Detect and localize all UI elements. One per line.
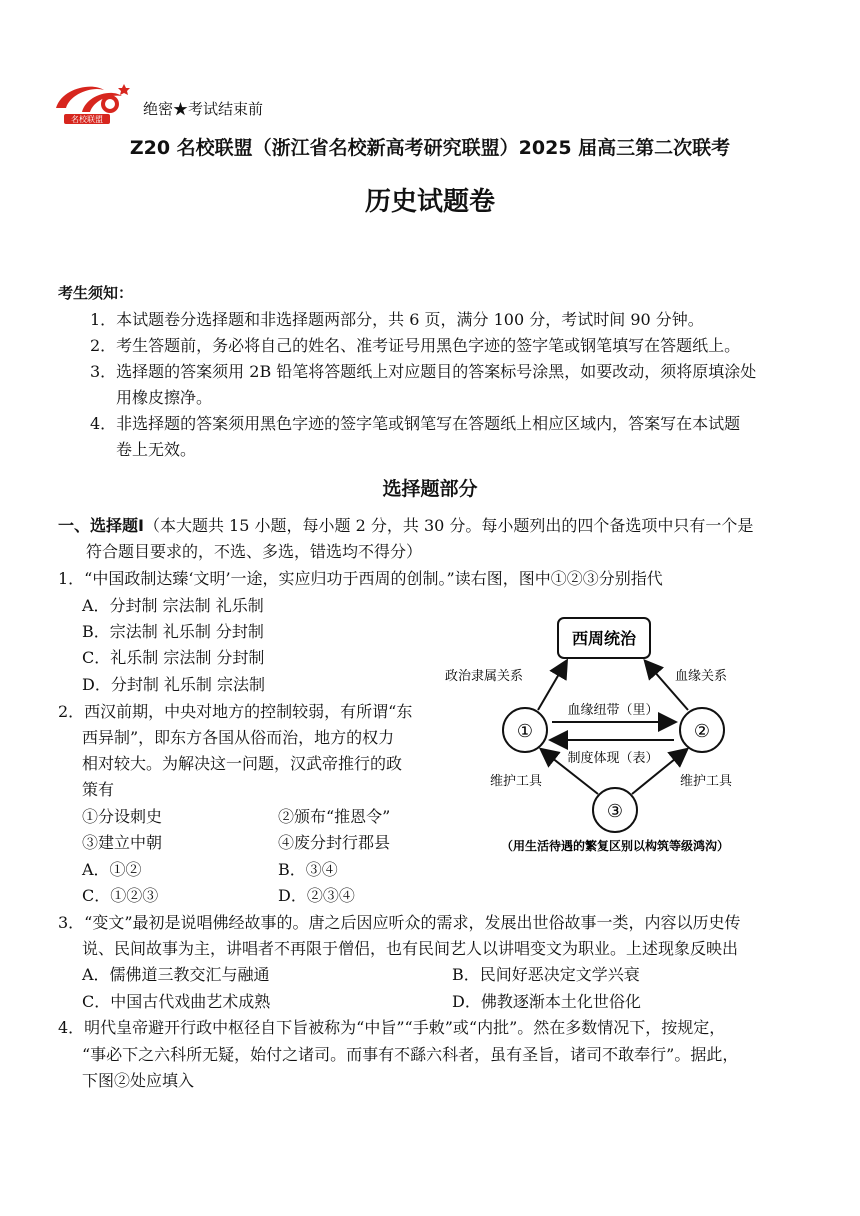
q2-item-3: ③建立中朝 — [82, 833, 163, 852]
q4-stem-line: 4．明代皇帝避开行政中枢径自下旨被称为“中旨”“手敕”或“内批”。然在多数情况下，按规定， — [58, 1018, 726, 1037]
q3-stem-line: 3．“变文”最初是说唱佛经故事的。唐之后因应听众的需求，发展出世俗故事一类，内容以历史传 — [58, 913, 741, 932]
section-title: 选择题部分 — [382, 478, 478, 500]
q3-option-c: C．中国古代戏曲艺术成熟 — [82, 992, 271, 1011]
q2-stem-line: 相对较大。为解决这一问题，汉武帝推行的政 — [82, 754, 403, 773]
q4-stem-line: 下图②处应填入 — [82, 1071, 195, 1090]
notice-line: 4．非选择题的答案须用黑色字迹的签字笔或钢笔写在答题纸上相应区域内，答案写在本试题 — [90, 414, 741, 433]
logo-text: 名校联盟 — [71, 115, 103, 124]
top-box-label: 西周统治 — [571, 629, 637, 648]
node-1-label: ① — [516, 721, 534, 742]
notice-heading: 考生须知： — [58, 284, 134, 302]
part-label: 一、选择题Ⅰ — [58, 516, 144, 535]
q1-stem: 1．“中国政制达臻‘文明’一途，实应归功于西周的创制。”读右图，图中①②③分别指代 — [58, 569, 663, 588]
q4-stem-line: “事必下之六科所无疑，始付之诸司。而事有不繇六科者，虽有圣旨，诸司不敢奉行”。据此， — [82, 1045, 739, 1064]
arrow-1-top — [538, 662, 566, 710]
exam-title: Z20 名校联盟（浙江省名校新高考研究联盟）2025 届高三第二次联考 — [129, 137, 731, 159]
left-edge-label: 政治隶属关系 — [445, 669, 524, 684]
node-3-label: ③ — [606, 801, 624, 822]
q1-option-a: A．分封制 宗法制 礼乐制 — [82, 596, 264, 615]
left-tool-label: 维护工具 — [490, 774, 543, 789]
part-desc-cont: 符合题目要求的，不选、多选，错选均不得分） — [86, 542, 423, 561]
notice-line: 2．考生答题前，务必将自己的姓名、准考证号用黑色字迹的签字笔或钢笔填写在答题纸上。 — [90, 336, 741, 355]
arrow-bottom-label: 制度体现（表） — [567, 751, 659, 766]
notice-line: 1．本试题卷分选择题和非选择题两部分，共 6 页，满分 100 分，考试时间 90 分钟。 — [90, 310, 704, 329]
q2-option-b: B．③④ — [278, 860, 338, 879]
q2-option-d: D．②③④ — [278, 886, 355, 905]
q2-item-1: ①分设刺史 — [82, 807, 163, 826]
q2-option-a: A．①② — [82, 860, 142, 879]
notice-line: 用橡皮擦净。 — [116, 388, 213, 407]
q3-stem-line: 说、民间故事为主，讲唱者不再限于僧侣，也有民间艺人以讲唱变文为职业。上述现象反映出 — [82, 939, 739, 958]
alliance-logo — [52, 78, 138, 126]
notice-line: 卷上无效。 — [116, 440, 197, 459]
paper-title: 历史试题卷 — [364, 187, 495, 217]
secret-label: 绝密★考试结束前 — [143, 100, 264, 118]
part-header — [58, 512, 753, 539]
q3-option-b: B．民间好恶决定文学兴衰 — [452, 965, 640, 984]
notice-line: 3．选择题的答案须用 2B 铅笔将答题纸上对应题目的答案标号涂黑，如要改动，须将原填涂处 — [90, 362, 757, 381]
q2-option-c: C．①②③ — [82, 886, 159, 905]
q3-option-a: A．儒佛道三教交汇与融通 — [82, 965, 270, 984]
q2-stem-line: 2．西汉前期，中央对地方的控制较弱，有所谓“东 — [58, 702, 413, 721]
q3-option-d: D．佛教逐渐本土化世俗化 — [452, 992, 641, 1011]
western-zhou-diagram — [440, 600, 790, 860]
q1-option-b: B．宗法制 礼乐制 分封制 — [82, 622, 264, 641]
right-tool-label: 维护工具 — [680, 774, 733, 789]
q2-stem-line: 策有 — [82, 780, 115, 799]
right-edge-label: 血缘关系 — [675, 669, 728, 684]
q1-option-c: C．礼乐制 宗法制 分封制 — [82, 648, 265, 667]
q2-stem-line: 西异制”，即东方各国从俗而治，地方的权力 — [82, 728, 395, 747]
diagram-caption: （用生活待遇的繁复区别以构筑等级鸿沟） — [500, 839, 730, 853]
arrow-top-label: 血缘纽带（里） — [567, 703, 659, 718]
node-2-label: ② — [693, 721, 711, 742]
q2-item-2: ②颁布“推恩令” — [278, 807, 391, 826]
part-desc: （本大题共 15 小题，每小题 2 分，共 30 分。每小题列出的四个备选项中只有一个是 — [143, 516, 754, 535]
q2-item-4: ④废分封行郡县 — [278, 833, 391, 852]
q1-option-d: D．分封制 礼乐制 宗法制 — [82, 675, 266, 694]
